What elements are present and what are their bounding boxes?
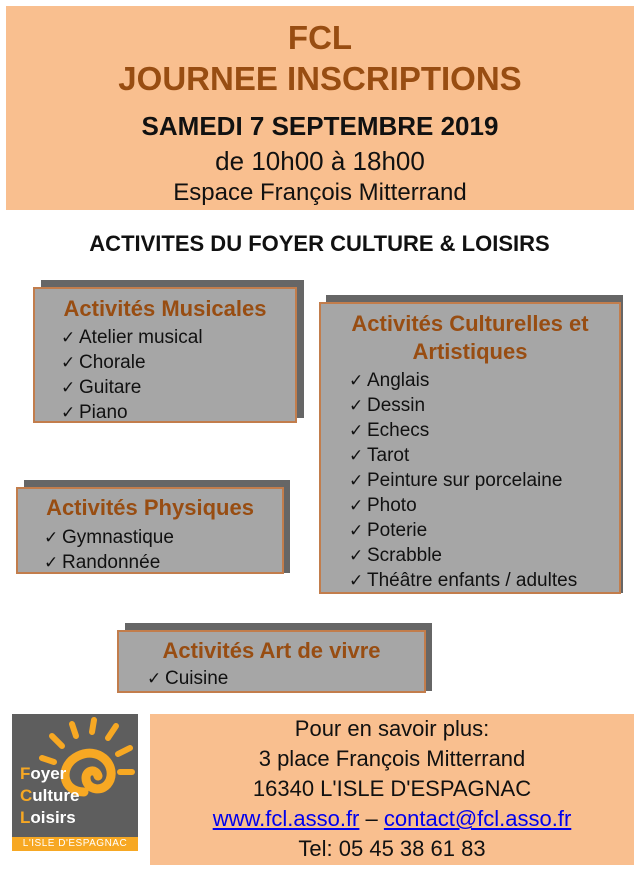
contact-address1: 3 place François Mitterrand xyxy=(258,746,526,771)
check-icon: ✓ xyxy=(44,528,59,547)
check-icon: ✓ xyxy=(349,396,364,415)
link-separator: – xyxy=(365,806,378,831)
check-icon: ✓ xyxy=(349,571,364,590)
list-item: ✓ Peinture sur porcelaine xyxy=(349,470,563,491)
list-item: ✓ Tarot xyxy=(349,445,410,466)
list-item: ✓ Théâtre enfants / adultes xyxy=(349,570,578,591)
list-item: ✓ Randonnée xyxy=(44,552,161,573)
list-item: ✓ Photo xyxy=(349,495,417,516)
contact-address2: 16340 L'ISLE D'ESPAGNAC xyxy=(252,776,532,801)
list-item: ✓ Poterie xyxy=(349,520,428,541)
art-de-vivre-title: Activités Art de vivre xyxy=(162,638,381,663)
logo-word-foyer: Foyer xyxy=(20,764,67,783)
event-venue: Espace François Mitterrand xyxy=(173,179,467,206)
musicales-title: Activités Musicales xyxy=(63,296,267,321)
section-title: ACTIVITES DU FOYER CULTURE & LOISIRS xyxy=(89,231,550,256)
list-item: ✓ Guitare xyxy=(61,377,142,398)
event-hours: de 10h00 à 18h00 xyxy=(215,146,425,176)
org-title: FCL xyxy=(287,19,353,56)
check-icon: ✓ xyxy=(349,371,364,390)
physiques-list xyxy=(18,522,282,575)
check-icon: ✓ xyxy=(349,471,364,490)
contact-intro: Pour en savoir plus: xyxy=(294,716,490,741)
header-banner xyxy=(6,6,634,210)
check-icon: ✓ xyxy=(349,521,364,540)
art-de-vivre-box xyxy=(117,630,426,693)
culturelles-title-line1: Activités Culturelles et xyxy=(351,311,589,336)
website-link[interactable]: www.fcl.asso.fr xyxy=(212,806,360,831)
logo-word-culture: Culture xyxy=(20,786,80,805)
check-icon: ✓ xyxy=(61,328,76,347)
list-item: ✓ Chorale xyxy=(61,352,146,373)
list-item: ✓ Atelier musical xyxy=(61,327,203,348)
art-de-vivre-list xyxy=(119,665,424,691)
culturelles-box xyxy=(319,302,621,594)
physiques-box xyxy=(16,487,284,574)
list-item: ✓ Scrabble xyxy=(349,545,442,566)
list-item: ✓ Piano xyxy=(61,402,128,423)
list-item: ✓ Anglais xyxy=(349,370,430,391)
check-icon: ✓ xyxy=(61,378,76,397)
check-icon: ✓ xyxy=(147,669,162,688)
musicales-list xyxy=(35,323,295,425)
fcl-logo xyxy=(12,714,138,851)
logo-word-loisirs: Loisirs xyxy=(20,808,76,827)
list-item: ✓ Gymnastique xyxy=(44,527,174,548)
contact-phone: Tel: 05 45 38 61 83 xyxy=(298,836,486,861)
physiques-title: Activités Physiques xyxy=(46,495,254,520)
email-link[interactable]: contact@fcl.asso.fr xyxy=(383,806,572,831)
check-icon: ✓ xyxy=(349,421,364,440)
contact-box xyxy=(150,714,634,865)
check-icon: ✓ xyxy=(349,446,364,465)
check-icon: ✓ xyxy=(61,353,76,372)
event-title: JOURNEE INSCRIPTIONS xyxy=(118,60,522,97)
culturelles-title-line2: Artistiques xyxy=(412,339,528,364)
check-icon: ✓ xyxy=(44,553,59,572)
list-item: ✓ Cuisine xyxy=(147,668,229,689)
check-icon: ✓ xyxy=(61,403,76,422)
list-item: ✓ Dessin xyxy=(349,395,426,416)
check-icon: ✓ xyxy=(349,546,364,565)
logo-strip: L'ISLE D'ESPAGNAC xyxy=(12,837,138,851)
contact-links xyxy=(150,804,634,834)
event-date: SAMEDI 7 SEPTEMBRE 2019 xyxy=(141,111,499,141)
musicales-box xyxy=(33,287,297,423)
list-item: ✓ Echecs xyxy=(349,420,430,441)
check-icon: ✓ xyxy=(349,496,364,515)
culturelles-list xyxy=(321,366,619,593)
